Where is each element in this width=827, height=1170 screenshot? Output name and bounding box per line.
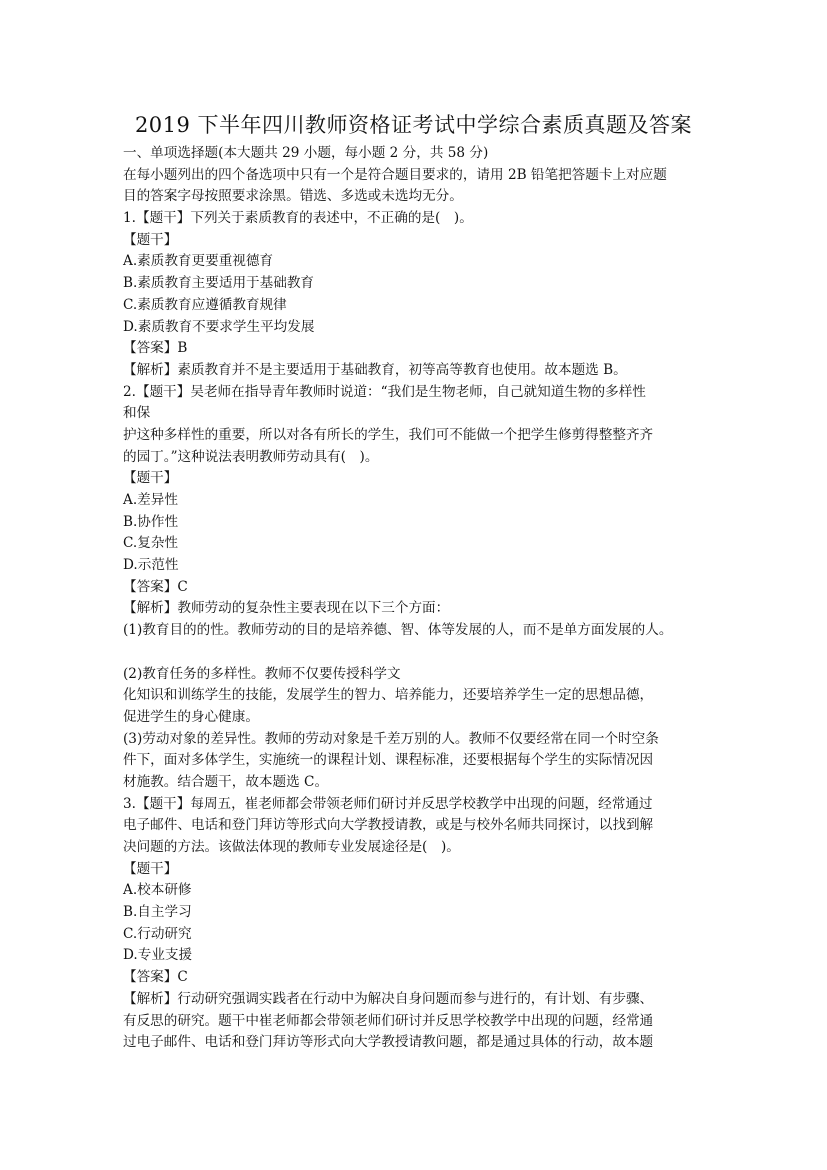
- text-line: A.素质教育更要重视德育: [123, 253, 274, 270]
- text-line: B.协作性: [123, 513, 179, 530]
- text-line: [123, 642, 723, 664]
- text-line: 材施教。结合题干，故本题选 C。: [123, 773, 329, 790]
- text-line: D.示范性: [123, 557, 179, 574]
- text-line: 【答案】B: [123, 340, 188, 357]
- text-line: C.素质教育应遵循教育规律: [123, 296, 287, 313]
- text-line: 2.【题干】吴老师在指导青年教师时说道：“我们是生物老师，自己就知道生物的多样性: [123, 383, 646, 400]
- text-line: 【题干】: [123, 231, 178, 248]
- text-line: 件下，面对多体学生，实施统一的课程计划、课程标准，还要根据每个学生的实际情况因: [123, 752, 654, 769]
- text-line: A.校本研修: [123, 882, 192, 899]
- text-line: 决问题的方法。该做法体现的教师专业发展途径是( )。: [123, 839, 460, 855]
- text-line: (1)教育目的的性。教师劳动的目的是培养德、智、体等发展的人，而不是单方面发展的人。: [123, 622, 673, 639]
- text-line: 一、单项选择题(本大题共 29 小题，每小题 2 分，共 58 分): [123, 145, 489, 161]
- text-line: 【解析】行动研究强调实践者在行动中为解决自身问题而参与进行的，有计划、有步骤、: [123, 990, 654, 1007]
- document-title: 2019 下半年四川教师资格证考试中学综合素质真题及答案: [134, 113, 693, 137]
- text-line: 【题干】: [123, 860, 178, 877]
- text-line: C.复杂性: [123, 535, 179, 552]
- text-line: 【答案】C: [123, 578, 188, 595]
- text-line: D.素质教育不要求学生平均发展: [123, 318, 315, 335]
- text-line: 【题干】: [123, 470, 178, 487]
- text-line: (3)劳动对象的差异性。教师的劳动对象是千差万别的人。教师不仅要经常在同一个时空条: [123, 730, 659, 747]
- text-line: B.自主学习: [123, 904, 192, 921]
- text-line: A.差异性: [123, 492, 178, 508]
- text-line: 有反思的研究。题干中崔老师都会带领老师们研讨并反思学校教学中出现的问题，经常通: [123, 1012, 654, 1029]
- text-line: 3.【题干】每周五，崔老师都会带领老师们研讨并反思学校教学中出现的问题，经常通过: [123, 795, 653, 812]
- text-line: 的园丁。”这种说法表明教师劳动具有( )。: [123, 448, 379, 465]
- document-body: [123, 143, 723, 1054]
- text-line: C.行动研究: [123, 925, 192, 942]
- text-line: 化知识和训练学生的技能，发展学生的智力、培养能力，还要培养学生一定的思想品德，: [123, 687, 654, 704]
- text-line: B.素质教育主要适用于基础教育: [123, 275, 315, 292]
- text-line: 在每小题列出的四个备选项中只有一个是符合题目要求的，请用 2B 铅笔把答题卡上对应题: [123, 166, 667, 183]
- text-line: 【解析】教师劳动的复杂性主要表现在以下三个方面：: [123, 600, 450, 617]
- text-line: 过电子邮件、电话和登门拜访等形式向大学教授请教问题，都是通过具体的行动，故本题: [123, 1034, 654, 1051]
- text-line: 【解析】素质教育并不是主要适用于基础教育，初等高等教育也使用。故本题选 B。: [123, 361, 627, 378]
- text-line: 促进学生的身心健康。: [123, 708, 259, 725]
- text-line: 电子邮件、电话和登门拜访等形式向大学教授请教，或是与校外名师共同探讨，以找到解: [123, 817, 654, 834]
- text-line: 1.【题干】下列关于素质教育的表述中，不正确的是( )。: [123, 210, 473, 227]
- text-line: 目的答案字母按照要求涂黑。错选、多选或未选均无分。: [123, 188, 463, 205]
- text-line: 护这种多样性的重要，所以对各有所长的学生，我们可不能做一个把学生修剪得整整齐齐: [123, 426, 654, 443]
- text-line: 【答案】C: [123, 969, 188, 986]
- text-line: 和保: [123, 405, 151, 422]
- text-line: (2)教育任务的多样性。教师不仅要传授科学文: [123, 665, 401, 682]
- text-line: D.专业支援: [123, 947, 193, 964]
